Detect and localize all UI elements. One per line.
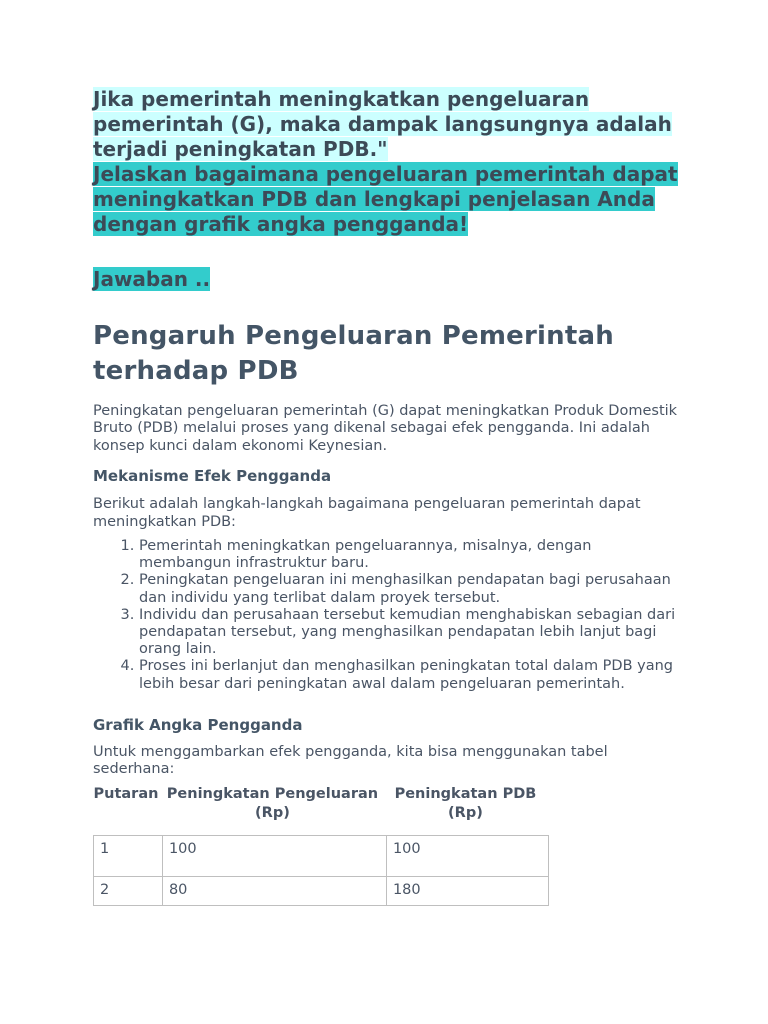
list-item: 2. Peningkatan pengeluaran ini menghasilkan pendapatan bagi perusahaan dan individu yang terlibat dalam proyek tersebut. [139, 572, 683, 606]
multiplier-table [93, 785, 549, 906]
steps-list [93, 538, 683, 693]
article-intro: Peningkatan pengeluaran pemerintah (G) dapat meningkatkan Produk Domestik Bruto (PDB) melalui proses yang dikenal sebagai efek pengganda. Ini adalah konsep kunci dalam ekonomi Keynesian. [93, 403, 678, 454]
header-spending-increase: Peningkatan Pengeluaran (Rp) [166, 785, 379, 821]
table-cell: 180 [386, 876, 548, 905]
answer-label-text: Jawaban .. [93, 267, 211, 291]
list-item: 3. Individu dan perusahaan tersebut kemudian menghabiskan sebagian dari pendapatan tersebut, yang menghasilkan pendapatan lebih lanjut bagi orang lain. [139, 607, 683, 659]
header-gdp-increase: Peningkatan PDB (Rp) [394, 785, 537, 821]
question-line-6: dengan grafik angka pengganda! [93, 212, 469, 236]
table-cell: 100 [162, 835, 386, 876]
table-row [94, 876, 549, 905]
section-mechanism-intro: Berikut adalah langkah-langkah bagaimana pengeluaran pemerintah dapat meningkatkan PDB: [93, 496, 641, 530]
section-multiplier-intro: Untuk menggambarkan efek pengganda, kita bisa menggunakan tabel sederhana: [93, 743, 608, 778]
article-title [93, 319, 683, 389]
list-item: 1. Pemerintah meningkatkan pengeluarannya, misalnya, dengan membangun infrastruktur baru. [139, 538, 683, 572]
answer-label [93, 267, 683, 292]
question-line-4: Jelaskan bagaimana pengeluaran pemerintah dapat [93, 162, 678, 186]
question-line-3: terjadi peningkatan PDB." [93, 137, 388, 161]
question-line-2: pemerintah (G), maka dampak langsungnya adalah [93, 112, 672, 136]
question-line-1: Jika pemerintah meningkatkan pengeluaran [93, 87, 590, 111]
header-round: Putaran [93, 785, 159, 802]
article-title-line-1: Pengaruh Pengeluaran Pemerintah [93, 321, 614, 351]
list-item: 4. Proses ini berlanjut dan menghasilkan peningkatan total dalam PDB yang lebih besar dari peningkatan awal dalam pengeluaran pemerintah. [139, 658, 683, 692]
table-header-row [94, 785, 549, 836]
section-heading-multiplier: Grafik Angka Pengganda [93, 715, 303, 734]
table-cell: 80 [162, 876, 386, 905]
table-cell: 1 [94, 835, 163, 876]
question-part-2 [93, 162, 683, 237]
section-heading-mechanism: Mekanisme Efek Pengganda [93, 467, 332, 486]
question-part-1 [93, 87, 683, 162]
article-title-line-2: terhadap PDB [93, 356, 299, 386]
question-line-5: meningkatkan PDB dan lengkapi penjelasan Anda [93, 187, 655, 211]
table-cell: 2 [94, 876, 163, 905]
table-row [94, 835, 549, 876]
document-page [93, 87, 683, 906]
table-cell: 100 [386, 835, 548, 876]
